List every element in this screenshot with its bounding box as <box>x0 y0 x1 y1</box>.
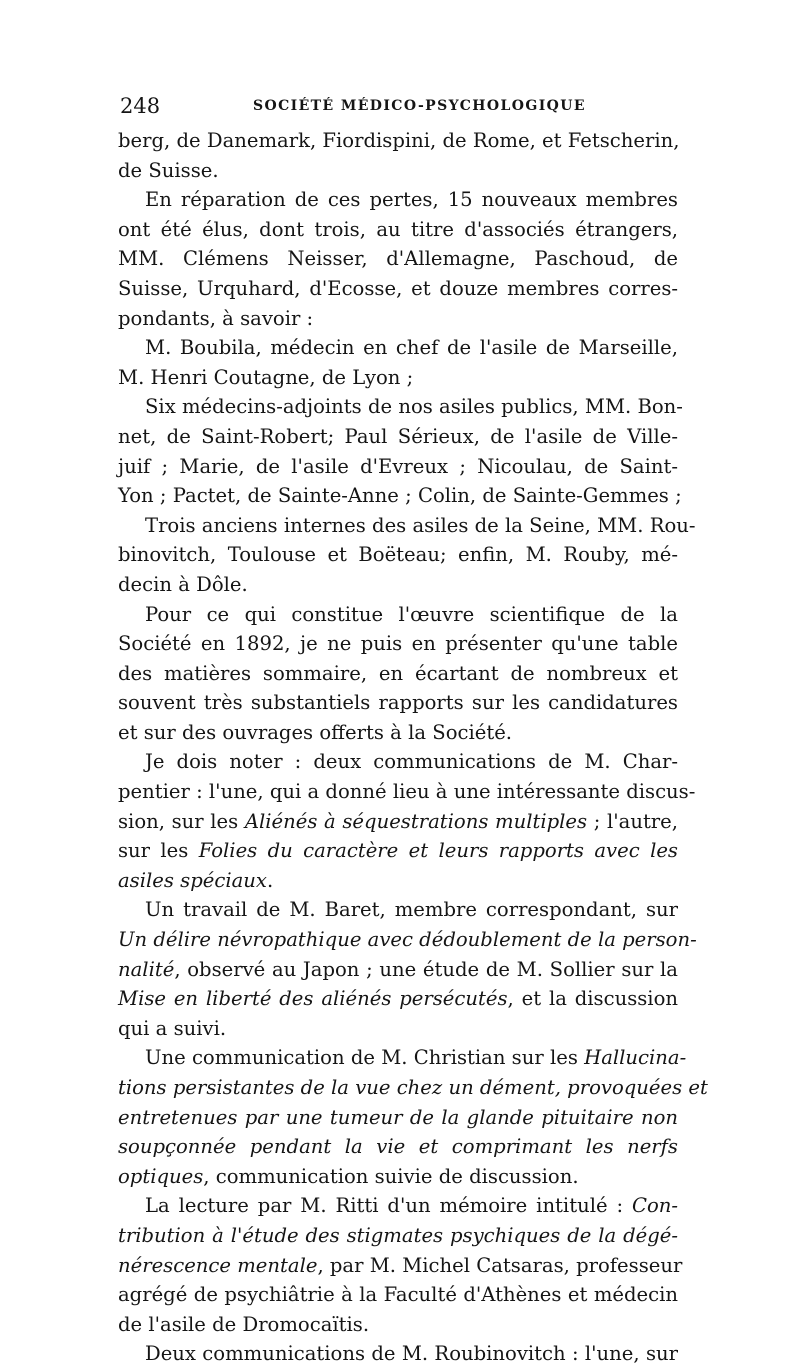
text-line <box>118 422 678 452</box>
text-segment: Six médecins-adjoints de nos asiles publics, MM. Bon- <box>145 395 683 419</box>
text-segment: Une communication de M. Christian sur les <box>145 1046 585 1070</box>
text-segment: La lecture par M. Ritti d'un mémoire intitulé : <box>145 1194 632 1218</box>
text-line <box>118 511 696 541</box>
text-line <box>118 1191 678 1221</box>
text-segment: sion, sur les <box>118 809 245 833</box>
italic-title-text: Con- <box>631 1194 678 1218</box>
italic-title-text: Un délire névropathique avec dédoublement de la person- <box>118 928 697 952</box>
text-line <box>118 481 682 511</box>
text-line <box>118 1221 678 1251</box>
text-segment: Un travail de M. Baret, membre correspondant, sur <box>145 898 678 922</box>
text-line <box>118 955 678 985</box>
text-segment: et sur des ouvrages offerts à la Société. <box>118 720 513 744</box>
italic-title-text: nalité <box>118 957 175 981</box>
text-segment: Deux communications de M. Roubinovitch : l'une, sur <box>145 1342 678 1366</box>
text-segment: Pour ce qui constitue l'œuvre scientifique de la <box>145 602 678 626</box>
text-line <box>118 540 678 570</box>
text-segment: souvent très substantiels rapports sur les candidatures <box>118 691 678 715</box>
text-line <box>118 1132 678 1162</box>
body-text <box>118 126 708 1369</box>
italic-title-text: Hallucina- <box>584 1046 687 1070</box>
text-line <box>118 1014 678 1044</box>
text-line <box>118 659 678 689</box>
text-line <box>118 304 678 334</box>
page-header <box>120 94 680 118</box>
text-segment: ; l'autre, <box>587 809 679 833</box>
text-segment: , par M. Michel Catsaras, professeur <box>317 1253 683 1277</box>
text-line <box>118 629 678 659</box>
text-segment: pentier : l'une, qui a donné lieu à une intéressante discus- <box>118 780 696 804</box>
text-line <box>118 1280 678 1310</box>
text-line <box>118 215 678 245</box>
text-segment: , observé au Japon ; une étude de M. Sollier sur la <box>174 957 678 981</box>
text-line <box>118 1310 678 1340</box>
text-segment: M. Boubila, médecin en chef de l'asile de Marseille, <box>145 336 678 360</box>
running-title: SOCIÉTÉ MÉDICO-PSYCHOLOGIQUE <box>253 98 586 114</box>
text-line <box>118 688 678 718</box>
text-segment: agrégé de psychiâtrie à la Faculté d'Athènes et médecin <box>118 1283 678 1307</box>
text-segment: Je dois noter : deux communications de M. Char- <box>145 750 678 774</box>
text-line <box>118 1339 678 1369</box>
text-line <box>118 836 678 866</box>
text-segment: , communication suivie de discussion. <box>203 1164 579 1188</box>
text-segment: Suisse, Urquhard, d'Ecosse, et douze membres corres- <box>118 276 678 300</box>
text-line <box>118 363 678 393</box>
text-segment: Société en 1892, je ne puis en présenter qu'une table <box>118 632 678 656</box>
text-segment: . <box>266 868 274 892</box>
text-line <box>118 452 678 482</box>
text-line <box>118 1043 687 1073</box>
text-line <box>118 895 678 925</box>
text-line <box>118 156 678 186</box>
text-line <box>118 925 697 955</box>
italic-title-text: tions persistantes de la vue chez un dément, provoquées et <box>118 1076 708 1099</box>
text-segment: juif ; Marie, de l'asile d'Evreux ; Nicoulau, de Saint- <box>118 454 678 478</box>
text-line <box>118 777 696 807</box>
text-segment: berg, de Danemark, Fiordispini, de Rome, et Fetscherin, <box>118 129 680 152</box>
italic-title-text: Folies du caractère et leurs rapports avec les <box>198 839 678 863</box>
text-line <box>118 866 678 896</box>
text-line <box>118 600 678 630</box>
text-segment: Yon ; Pactet, de Sainte-Anne ; Colin, de Sainte-Gemmes ; <box>118 484 682 508</box>
text-line <box>118 984 678 1014</box>
text-segment: decin à Dôle. <box>118 572 248 596</box>
text-line <box>118 807 678 837</box>
italic-title-text: asiles spéciaux <box>118 868 267 892</box>
text-line <box>118 126 678 156</box>
text-segment: net, de Saint-Robert; Paul Sérieux, de l'asile de Ville- <box>118 424 678 448</box>
text-line <box>118 333 678 363</box>
text-segment: ont été élus, dont trois, au titre d'associés étrangers, <box>118 217 678 241</box>
text-segment: pondants, à savoir : <box>118 306 314 330</box>
text-line <box>118 570 678 600</box>
text-line <box>118 718 678 748</box>
text-line <box>118 1073 708 1103</box>
text-line <box>118 244 678 274</box>
text-segment: des matières sommaire, en écartant de nombreux et <box>118 661 678 685</box>
italic-title-text: nérescence mentale <box>118 1253 318 1277</box>
text-segment: En réparation de ces pertes, 15 nouveaux membres <box>145 188 678 212</box>
text-line <box>118 747 678 777</box>
text-segment: de l'asile de Dromocaïtis. <box>118 1312 370 1336</box>
italic-title-text: soupçonnée pendant la vie et comprimant les nerfs <box>118 1135 678 1159</box>
text-line <box>118 1162 678 1192</box>
text-segment: M. Henri Coutagne, de Lyon ; <box>118 365 414 389</box>
text-segment: de Suisse. <box>118 158 219 182</box>
italic-title-text: entretenues par une tumeur de la glande pituitaire non <box>118 1105 678 1129</box>
text-segment: MM. Clémens Neisser, d'Allemagne, Paschoud, de <box>118 247 678 271</box>
text-line <box>118 1103 678 1133</box>
text-segment: sur les <box>118 839 199 863</box>
text-line <box>118 392 683 422</box>
italic-title-text: optiques <box>118 1164 204 1188</box>
italic-title-text: Mise en liberté des aliénés persécutés <box>118 987 508 1011</box>
text-line <box>118 274 678 304</box>
italic-title-text: tribution à l'étude des stigmates psychiques de la dégé- <box>118 1223 678 1247</box>
text-segment: binovitch, Toulouse et Boëteau; enfin, M. Rouby, mé- <box>118 543 678 567</box>
text-line <box>118 185 678 215</box>
text-segment: qui a suivi. <box>118 1016 227 1040</box>
italic-title-text: Aliénés à séquestrations multiples <box>244 809 588 833</box>
text-line <box>118 1251 683 1281</box>
text-segment: Trois anciens internes des asiles de la Seine, MM. Rou- <box>145 513 696 537</box>
text-segment: , et la discussion <box>507 987 678 1011</box>
page-number: 248 <box>120 94 161 118</box>
